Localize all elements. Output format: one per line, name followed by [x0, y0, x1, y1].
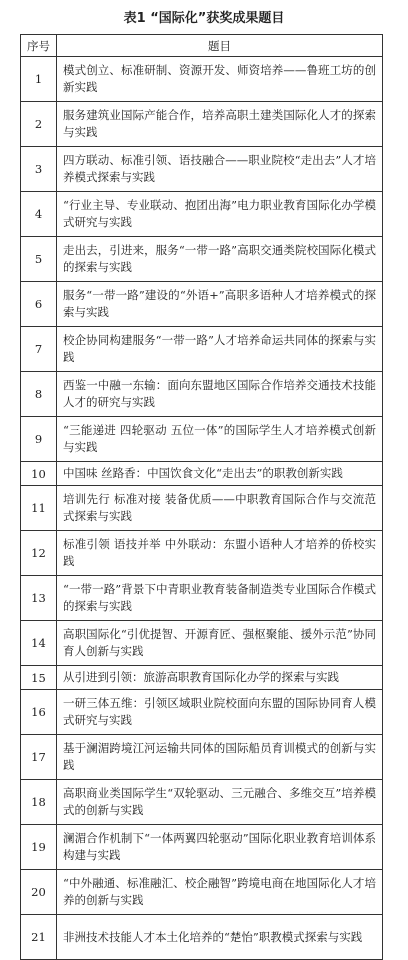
row-title: “行业主导、专业联动、抱团出海”电力职业教育国际化办学模式研究与实践	[57, 192, 383, 237]
table-row	[21, 327, 383, 372]
table-row	[21, 147, 383, 192]
row-title: 澜湄合作机制下“一体两翼四轮驱动”国际化职业教育培训体系构建与实践	[57, 825, 383, 870]
table-row	[21, 57, 383, 102]
row-num: 11	[21, 486, 57, 531]
table-row	[21, 870, 383, 915]
row-title: 西鉴一中融一东输：面向东盟地区国际合作培养交通技术技能人才的研究与实践	[57, 372, 383, 417]
table-row	[21, 486, 383, 531]
header-title: 题目	[57, 35, 383, 57]
row-num: 17	[21, 735, 57, 780]
table-row	[21, 621, 383, 666]
table-row	[21, 780, 383, 825]
row-num: 2	[21, 102, 57, 147]
row-title: 高职国际化“引优提智、开源育匠、强枢聚能、援外示范”协同育人创新与实践	[57, 621, 383, 666]
row-title: 走出去，引进来，服务“一带一路”高职交通类院校国际化模式的探索与实践	[57, 237, 383, 282]
row-num: 15	[21, 666, 57, 690]
table-row	[21, 192, 383, 237]
row-num: 14	[21, 621, 57, 666]
row-num: 10	[21, 462, 57, 486]
table-row	[21, 531, 383, 576]
row-title: 四方联动、标准引领、语技融合——职业院校“走出去”人才培养模式探索与实践	[57, 147, 383, 192]
row-title: “中外融通、标准融汇、校企融智”跨境电商在地国际化人才培养的创新与实践	[57, 870, 383, 915]
header-num: 序号	[21, 35, 57, 57]
row-num: 19	[21, 825, 57, 870]
table-caption: 表1 “国际化”获奖成果题目	[123, 11, 285, 26]
row-title: 标准引领 语技并举 中外联动：东盟小语种人才培养的侨校实践	[57, 531, 383, 576]
table-row	[21, 825, 383, 870]
row-num: 3	[21, 147, 57, 192]
row-num: 13	[21, 576, 57, 621]
row-title: 从引进到引领：旅游高职教育国际化办学的探索与实践	[57, 666, 383, 690]
table-row	[21, 372, 383, 417]
awards-table	[20, 34, 383, 960]
row-title: 基于澜湄跨境江河运输共同体的国际船员育训模式的创新与实践	[57, 735, 383, 780]
row-num: 1	[21, 57, 57, 102]
row-num: 20	[21, 870, 57, 915]
row-title: 一研三体五维：引领区域职业院校面向东盟的国际协同育人模式研究与实践	[57, 690, 383, 735]
table-row	[21, 690, 383, 735]
row-title: 非洲技术技能人才本土化培养的“楚怡”职教模式探索与实践	[57, 915, 383, 960]
row-num: 9	[21, 417, 57, 462]
table-row	[21, 915, 383, 960]
row-title: 中国味 丝路香：中国饮食文化“走出去”的职教创新实践	[57, 462, 383, 486]
row-title: 高职商业类国际学生“双轮驱动、三元融合、多维交互”培养模式的创新与实践	[57, 780, 383, 825]
row-num: 21	[21, 915, 57, 960]
table-row	[21, 282, 383, 327]
row-num: 8	[21, 372, 57, 417]
table-row	[21, 102, 383, 147]
table-row	[21, 576, 383, 621]
row-title: 模式创立、标准研制、资源开发、师资培养——鲁班工坊的创新实践	[57, 57, 383, 102]
table-row	[21, 462, 383, 486]
row-num: 18	[21, 780, 57, 825]
table-row	[21, 237, 383, 282]
row-title: 服务“一带一路”建设的“外语+”高职多语种人才培养模式的探索与实践	[57, 282, 383, 327]
table-row	[21, 417, 383, 462]
row-num: 16	[21, 690, 57, 735]
row-title: “一带一路”背景下中青职业教育装备制造类专业国际合作模式的探索与实践	[57, 576, 383, 621]
row-num: 7	[21, 327, 57, 372]
row-title: 服务建筑业国际产能合作，培养高职土建类国际化人才的探索与实践	[57, 102, 383, 147]
table-row	[21, 735, 383, 780]
row-num: 6	[21, 282, 57, 327]
table-row	[21, 666, 383, 690]
row-num: 4	[21, 192, 57, 237]
row-num: 12	[21, 531, 57, 576]
row-title: 校企协同构建服务“一带一路”人才培养命运共同体的探索与实践	[57, 327, 383, 372]
row-title: “三能递进 四轮驱动 五位一体”的国际学生人才培养模式创新与实践	[57, 417, 383, 462]
row-title: 培训先行 标准对接 装备优质——中职教育国际合作与交流范式探索与实践	[57, 486, 383, 531]
row-num: 5	[21, 237, 57, 282]
table-header-row	[21, 35, 383, 57]
